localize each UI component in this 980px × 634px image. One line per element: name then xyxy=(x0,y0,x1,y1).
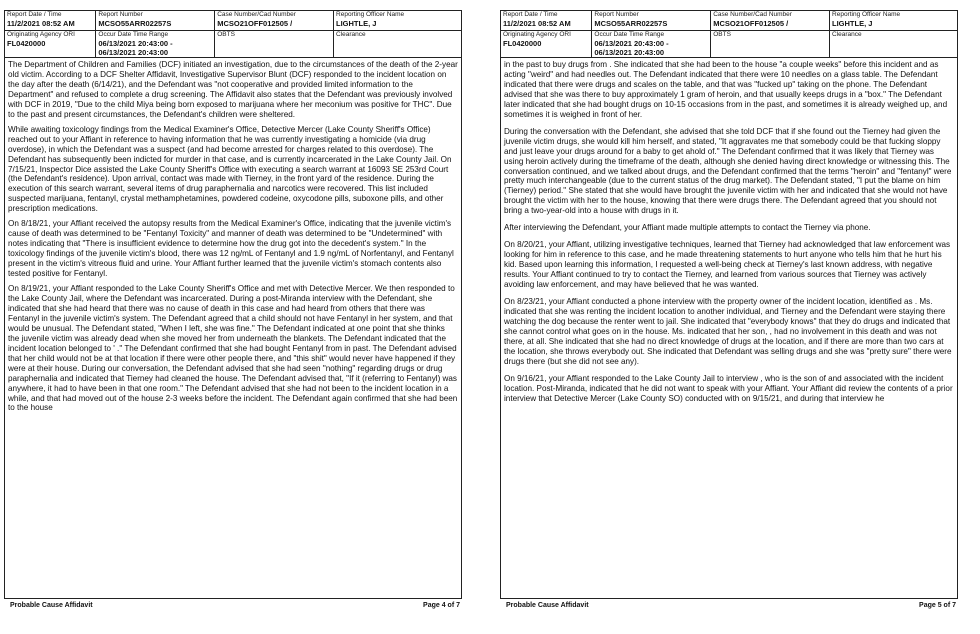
report-number-value: MCSO55ARR02257S xyxy=(594,19,668,28)
occur-range-cell xyxy=(592,31,711,58)
report-number-cell xyxy=(592,11,711,31)
footer-title: Probable Cause Affidavit xyxy=(10,602,93,609)
obts-label: OBTS xyxy=(217,31,235,38)
reporting-officer-label: Reporting Officer Name xyxy=(832,11,901,18)
reporting-officer-value: LIGHTLE, J xyxy=(336,19,377,28)
originating-agency-label: Originating Agency ORI xyxy=(503,31,571,38)
narrative-paragraph: On 8/23/21, your Affiant conducted a phone interview with the property owner of the incident location, identified as . Ms. indicated that she was renting the incident location to another individual, and Tierney and the Defendant were staying there watching the dog because the renter went to jail. She indicated that "everybody knows" that they do drugs and indicated that she cannot control what goes on in the house. Ms. indicated that her son, , had no involvement in this death and was not there, at all. She indicated that she had no direct knowledge of drugs at the location, and if there are more than two cars at the location, she throws everybody out. She indicated that Defendant was selling drugs and she was "pretty sure" there were drugs there (but she did not see any). xyxy=(504,297,952,366)
page-footer xyxy=(4,599,462,609)
report-number-label: Report Number xyxy=(594,11,639,18)
report-date-label: Report Date / Time xyxy=(7,11,62,18)
report-header-table xyxy=(500,10,958,58)
originating-agency-label: Originating Agency ORI xyxy=(7,31,75,38)
occur-range-label: Occur Date Time Range xyxy=(594,31,665,38)
clearance-cell xyxy=(830,31,958,58)
narrative-paragraph: While awaiting toxicology findings from the Medical Examiner's Office, Detective Mercer (Lake County Sheriff's Office) reached out to your Affiant in reference to having information that he was currently investigating a homicide (via drug overdose), in which the Defendant was a suspect (and had become arrested for charges related to this overdose). The Defendant has subsequently been indicted for murder in that case, and is currently incarcerated in the Lake County Jail. On 7/15/21, Inspector Dice assisted the Lake County Sheriff's Office with executing a search warrant at 16093 SE 253rd Court (the Defendant's residence). Upon arrival, contact was made with Tierney, in the front yard of the residence. During the execution of this search warrant, several items of drug paraphernalia and narcotics were recovered. This list included suspected marijuana, fentanyl, crystal methamphetamines, powdered codeine, oxycodone pills, suboxone pills, and other prescription medications. xyxy=(8,124,452,214)
report-date-cell xyxy=(501,11,592,31)
report-number-value: MCSO55ARR02257S xyxy=(98,19,172,28)
narrative-paragraph: in the past to buy drugs from . She indicated that she had been to the house "a couple weeks" before this incident and as acting "weird" and had needles out. The Defendant indicated that there were 10 needles on a glass table. The Defendant indicated that there were drugs and scales on the table, and that was "fucked up" taking on the phone. The Defendant advised that she was there to buy approximately 1 gram of heroin, and that usually keeps drugs in a "box." The Defendant later indicated that she had bought drugs on 10-15 occasions from in the past, and sometimes it is already weighed up, and sometimes it is weighed in front of her. xyxy=(504,60,948,119)
report-date-cell xyxy=(5,11,96,31)
reporting-officer-cell xyxy=(334,11,462,31)
case-number-cell xyxy=(711,11,830,31)
narrative-body xyxy=(4,58,462,599)
report-date-label: Report Date / Time xyxy=(503,11,558,18)
originating-agency-cell xyxy=(501,31,592,58)
narrative-paragraph: After interviewing the Defendant, your Affiant made multiple attempts to contact the Tierney via phone. xyxy=(504,223,871,233)
occur-end-value: 06/13/2021 20:43:00 xyxy=(98,48,169,57)
case-number-value: MCSO21OFF012505 / xyxy=(217,19,293,28)
originating-agency-cell xyxy=(5,31,96,58)
obts-label: OBTS xyxy=(713,31,731,38)
report-date-value: 11/2/2021 08:52 AM xyxy=(7,19,75,28)
obts-cell xyxy=(711,31,830,58)
occur-start-value: 06/13/2021 20:43:00 - xyxy=(594,39,669,48)
occur-end-value: 06/13/2021 20:43:00 xyxy=(594,48,665,57)
case-number-label: Case Number/Cad Number xyxy=(713,11,792,18)
occur-range-label: Occur Date Time Range xyxy=(98,31,169,38)
reporting-officer-label: Reporting Officer Name xyxy=(336,11,405,18)
narrative-paragraph: On 8/18/21, your Affiant received the autopsy results from the Medical Examiner's Office, indicating that the juvenile victim's cause of death was determined to be "Fentanyl Toxicity" and manner of death was determined to be "Undetermined" with notes indicating that "There is insufficient evidence to determine how the drug got into the decedent's system." In the toxicology findings of the juvenile victim's blood, there was 12 ng/mL of Fentanyl and 1.9 ng/mL of Norfentanyl, and Fentanyl present in the victim's vitreous fluid and urine. Your Affiant further learned that the juvenile victim's stomach contents also tested positive for Fentanyl. xyxy=(8,219,454,279)
case-number-value: MCSO21OFF012505 / xyxy=(713,19,789,28)
page-footer xyxy=(500,599,958,609)
clearance-label: Clearance xyxy=(336,31,366,38)
occur-start-value: 06/13/2021 20:43:00 - xyxy=(98,39,173,48)
narrative-paragraph: On 8/19/21, your Affiant responded to the Lake County Sheriff's Office and met with Detective Mercer. We then responded to the Lake County Jail, where the Defendant was incarcerated. During a post-Miranda interview with the Defendant, she indicated that she had heard that there was no cause of death in this case and had heard from others that there was Fentanyl in the juvenile victim's system. The Defendant agreed that a child should not have Fentanyl in her system, and that would be unusual. The Defendant stated, "When I left, she was fine." The Defendant indicated at one point that she thinks the juvenile victim was already dead when she moved her from underneath the blankets. The Defendant indicated that the incident location belonged to ' ." The Defendant confirmed that she had bought Fentanyl from in past. The Defendant advised that her child would not be at that location if there were other people there, and "this shit" would never have happened if they were at their house. During our conversation, the Defendant advised that she had seen "nothing" regarding drugs or drug paraphernalia and indicated that Tierney had cleaned the house. The Defendant advised that, "If it (referring to Fentanyl) was anywhere, it had to have been in that one room." The Defendant advised that she had not been to the incident location in a while, and that had moved out of the house 2-3 weeks before the incident. The Defendant again confirmed that she had been to the house xyxy=(8,284,458,413)
originating-agency-value: FL0420000 xyxy=(7,39,46,48)
clearance-cell xyxy=(334,31,462,58)
occur-range-cell xyxy=(96,31,215,58)
narrative-paragraph: The Department of Children and Families (DCF) initiated an investigation, due to the circumstances of the death of the 2-year old victim. According to a DCF Shelter Affidavit, Investigative Supervisor Blunt (DCF) responded to the incident location on the day after the death (6/14/21), and the Defendant was "not cooperative and provided limited information to the Department" and refused to complete a drug screening. The Affidavit also states that the Defendant was previously involved with DCF in 2019, "Due to the child Miya being born exposed to marijuana where her meconium was positive for THC". Due to the past and present circumstances, the Defendant's children were sheltered. xyxy=(8,60,458,119)
page-number: Page 5 of 7 xyxy=(919,602,956,609)
page-number: Page 4 of 7 xyxy=(423,602,460,609)
footer-title: Probable Cause Affidavit xyxy=(506,602,589,609)
report-number-label: Report Number xyxy=(98,11,143,18)
affidavit-page-4 xyxy=(4,10,462,630)
affidavit-page-5 xyxy=(500,10,958,630)
originating-agency-value: FL0420000 xyxy=(503,39,542,48)
report-date-value: 11/2/2021 08:52 AM xyxy=(503,19,571,28)
case-number-label: Case Number/Cad Number xyxy=(217,11,296,18)
reporting-officer-cell xyxy=(830,11,958,31)
report-header-table xyxy=(4,10,462,58)
report-number-cell xyxy=(96,11,215,31)
narrative-paragraph: On 8/20/21, your Affiant, utilizing investigative techniques, learned that Tierney had acknowledged that law enforcement was looking for him in reference to this case, and he made threatening statements to hurt anyone who tells him that he hurt his kid. Based upon learning this information, I requested a well-being check at Tierney's last known address, with negative results. Your Affiant continued to try to contact the Tierney, and learned from various sources that Tierney was actively avoiding law enforcement, and may have believed that he was wanted. xyxy=(504,240,951,290)
case-number-cell xyxy=(215,11,334,31)
reporting-officer-value: LIGHTLE, J xyxy=(832,19,873,28)
narrative-body xyxy=(500,58,958,599)
obts-cell xyxy=(215,31,334,58)
narrative-paragraph: During the conversation with the Defendant, she advised that she told DCF that if she found out the Tierney had given the juvenile victim drugs, she would kill him herself, and stated, "It aggravates me that somebody could be that fucking sloppy and just leave your drugs around for a baby to get ahold of." The Defendant confirmed that it was likely that Tierney was using heroin actively during the timeframe of the death, although she denied having direct knowledge or witnessing this. The conversation continued, and we talked about drugs, and the Defendant confirmed that the terms "heroin" and "fentanyl" were pretty much interchangeable (due to the current status of the drug market). The Defendant stated, "I put the blame on him (Tierney) period." She stated that she would have brought the juvenile victim with her and indicated that she would not have brought the victim with her to the house, knowing that there were drugs there. The Defendant agreed that you should not bring a two-year-old into a house with drugs in it. xyxy=(504,126,952,216)
narrative-paragraph: On 9/16/21, your Affiant responded to the Lake County Jail to interview , who is the son of and associated with the incident location. Post-Miranda, indicated that he did not want to speak with your Affiant. Your Affiant did review the contents of a prior interview that Detective Mercer (Lake County SO) conducted with on 9/15/21, and during that interview he xyxy=(504,373,953,403)
clearance-label: Clearance xyxy=(832,31,862,38)
